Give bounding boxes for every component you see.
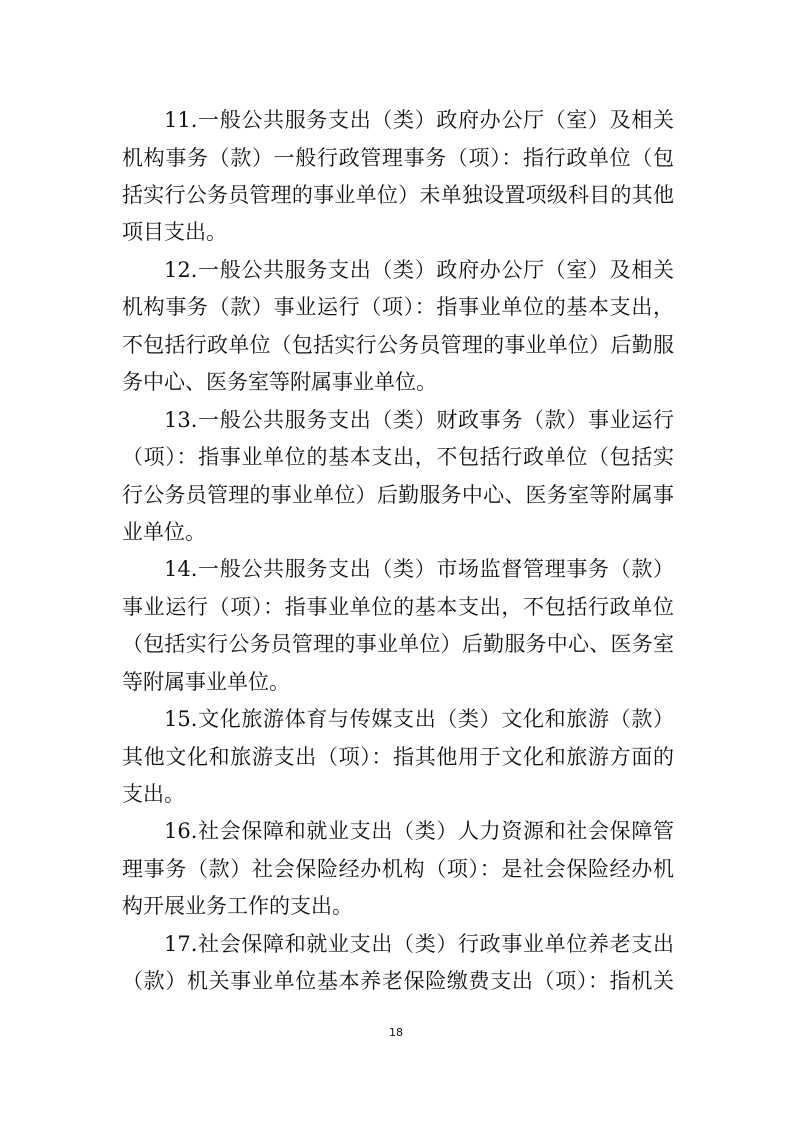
paragraph-line: 事业运行（项）：指事业单位的基本支出，不包括行政单位 (122, 595, 674, 619)
paragraph-line: 业单位。 (122, 520, 206, 544)
paragraph-line: 机构事务（款）事业运行（项）：指事业单位的基本支出， (122, 295, 674, 319)
paragraph-line: （款）机关事业单位基本养老保险缴费支出（项）：指机关 (122, 969, 674, 993)
paragraph-line: 不包括行政单位（包括实行公务员管理的事业单位）后勤服 (122, 333, 674, 357)
paragraph-line: 务中心、医务室等附属事业单位。 (122, 370, 437, 394)
paragraph-line: 17.社会保障和就业支出（类）行政事业单位养老支出 (164, 932, 674, 956)
paragraph-line: （项）：指事业单位的基本支出，不包括行政单位（包括实 (122, 445, 674, 469)
paragraph-line: 行公务员管理的事业单位）后勤服务中心、医务室等附属事 (122, 483, 674, 507)
paragraph-line: 12.一般公共服务支出（类）政府办公厅（室）及相关 (164, 258, 674, 282)
paragraph-line: 等附属事业单位。 (122, 670, 290, 694)
paragraph-line: 14.一般公共服务支出（类）市场监督管理事务（款） (164, 557, 674, 581)
paragraph-line: 项目支出。 (122, 220, 227, 244)
paragraph-line: 13.一般公共服务支出（类）财政事务（款）事业运行 (164, 408, 674, 432)
paragraph-line: 16.社会保障和就业支出（类）人力资源和社会保障管 (164, 819, 674, 843)
paragraph-line: 15.文化旅游体育与传媒支出（类）文化和旅游（款） (164, 707, 674, 731)
paragraph-line: 11.一般公共服务支出（类）政府办公厅（室）及相关 (164, 108, 674, 132)
paragraph-line: （包括实行公务员管理的事业单位）后勤服务中心、医务室 (122, 632, 674, 656)
paragraph-line: 理事务（款）社会保险经办机构（项）：是社会保险经办机 (122, 857, 674, 881)
paragraph-line: 支出。 (122, 782, 185, 806)
paragraph-line: 机构事务（款）一般行政管理事务（项）：指行政单位（包 (122, 146, 674, 170)
page-number: 18 (389, 1026, 403, 1039)
paragraph-line: 括实行公务员管理的事业单位）未单独设置项级科目的其他 (122, 183, 674, 207)
paragraph-line: 其他文化和旅游支出（项）：指其他用于文化和旅游方面的 (122, 745, 674, 769)
paragraph-line: 构开展业务工作的支出。 (122, 894, 353, 918)
